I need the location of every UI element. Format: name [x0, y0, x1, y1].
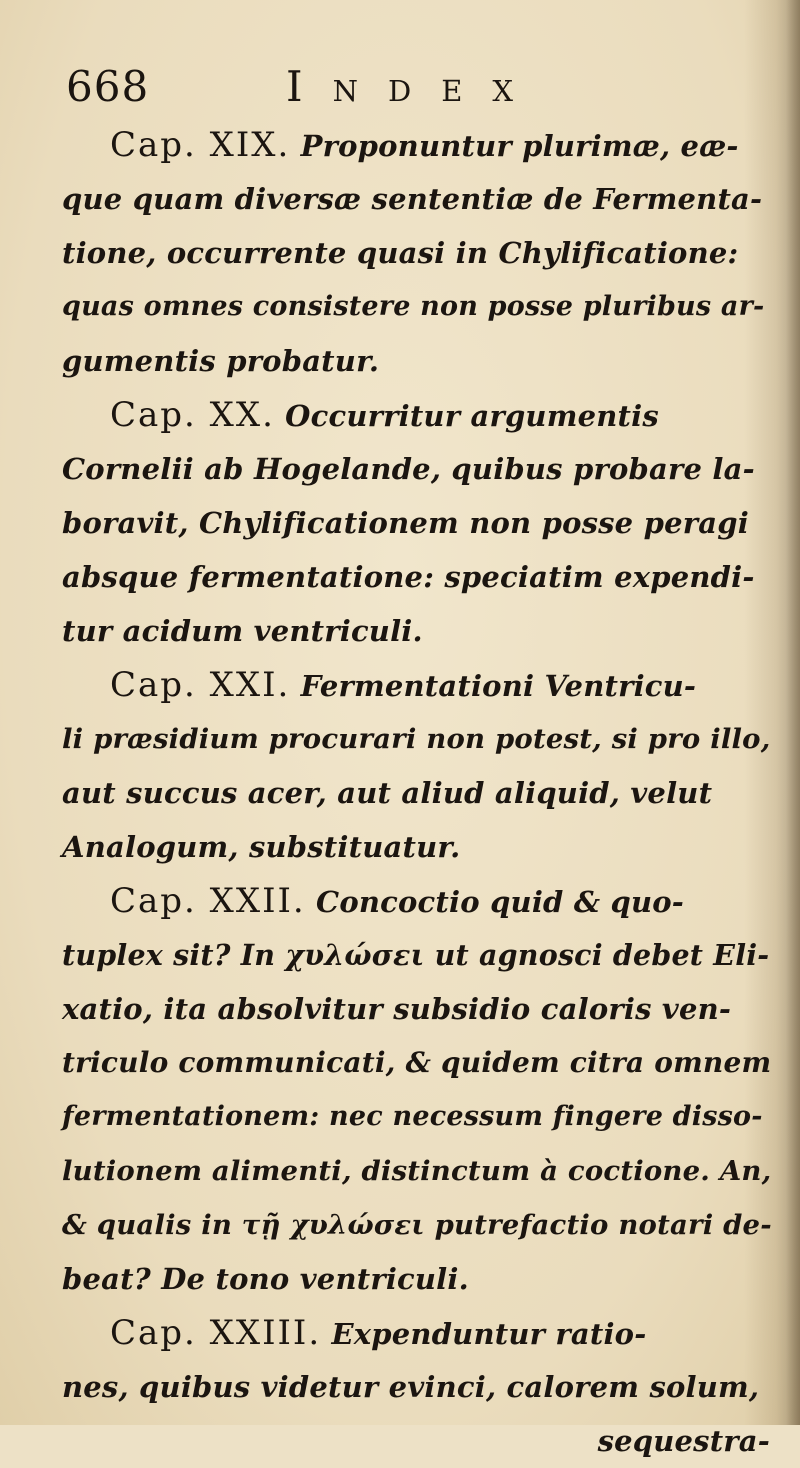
text-line — [62, 1144, 774, 1198]
line-text: tione, occurrente quasi in Chylificatione: — [62, 236, 739, 270]
text-line — [62, 1414, 774, 1468]
text-line — [62, 766, 774, 820]
line-text: gumentis probatur. — [62, 344, 380, 378]
page-edge-shadow — [786, 0, 800, 1425]
line-text: & qualis in τῇ χυλώσει putrefactio notari de- — [62, 1209, 772, 1241]
line-text: tur acidum ventriculi. — [62, 614, 423, 648]
text-line — [62, 1252, 774, 1306]
text-line — [62, 1360, 774, 1414]
chapter-heading: Cap. XXI. — [110, 665, 291, 705]
index-text-block — [62, 118, 774, 1468]
text-line — [62, 388, 774, 442]
text-line — [62, 712, 774, 766]
line-text: nes, quibus videtur evinci, calorem solum, — [62, 1370, 760, 1404]
line-text: absque fermentatione: speciatim expendi- — [62, 560, 755, 594]
line-text: Cornelii ab Hogelande, quibus probare la- — [62, 452, 755, 486]
text-line — [62, 118, 774, 172]
chapter-heading: Cap. XXIII. — [110, 1313, 322, 1353]
line-text: fermentationem: nec necessum fingere disso- — [62, 1101, 763, 1132]
text-line — [62, 1036, 774, 1090]
line-text: tuplex sit? In χυλώσει ut agnosci debet Eli- — [62, 938, 770, 972]
line-text: Expenduntur ratio- — [321, 1317, 647, 1351]
running-head — [66, 62, 760, 122]
text-line — [62, 658, 774, 712]
line-text: quas omnes consistere non posse pluribus ar- — [62, 291, 765, 322]
text-line — [62, 442, 774, 496]
line-text: boravit, Chylificationem non posse peragi — [62, 506, 749, 540]
line-text: Occurritur argumentis — [274, 399, 659, 433]
text-line — [62, 280, 774, 334]
chapter-heading: Cap. XXII. — [110, 881, 306, 921]
text-line — [62, 496, 774, 550]
line-text: Concoctio quid & quo- — [305, 885, 685, 919]
line-text: Analogum, substituatur. — [62, 830, 461, 864]
text-line — [62, 928, 774, 982]
text-line — [62, 1306, 774, 1360]
line-text: beat? De tono ventriculi. — [62, 1262, 469, 1296]
line-text: lutionem alimenti, distinctum à coctione. An, — [62, 1155, 772, 1187]
line-text: Fermentationi Ventricu- — [290, 669, 697, 703]
chapter-heading: Cap. XX. — [110, 395, 275, 435]
page-title: Index — [286, 62, 544, 111]
text-line — [62, 982, 774, 1036]
page-number: 668 — [66, 62, 150, 111]
text-line — [62, 226, 774, 280]
text-line — [62, 1090, 774, 1144]
line-text: xatio, ita absolvitur subsidio caloris ven- — [62, 992, 732, 1026]
line-text: que quam diversæ sententiæ de Fermenta- — [62, 182, 763, 216]
text-line — [62, 874, 774, 928]
text-line — [62, 1198, 774, 1252]
text-line — [62, 604, 774, 658]
line-text: aut succus acer, aut aliud aliquid, velut — [62, 776, 713, 810]
text-line — [62, 172, 774, 226]
text-line — [62, 820, 774, 874]
text-line — [62, 334, 774, 388]
line-text: sequestra- — [597, 1424, 770, 1458]
text-line — [62, 550, 774, 604]
line-text: Proponuntur plurimæ, eæ- — [290, 129, 739, 163]
line-text: li præsidium procurari non potest, si pro illo, — [62, 723, 771, 755]
line-text: triculo communicati, & quidem citra omnem — [62, 1046, 772, 1079]
chapter-heading: Cap. XIX. — [110, 125, 291, 165]
